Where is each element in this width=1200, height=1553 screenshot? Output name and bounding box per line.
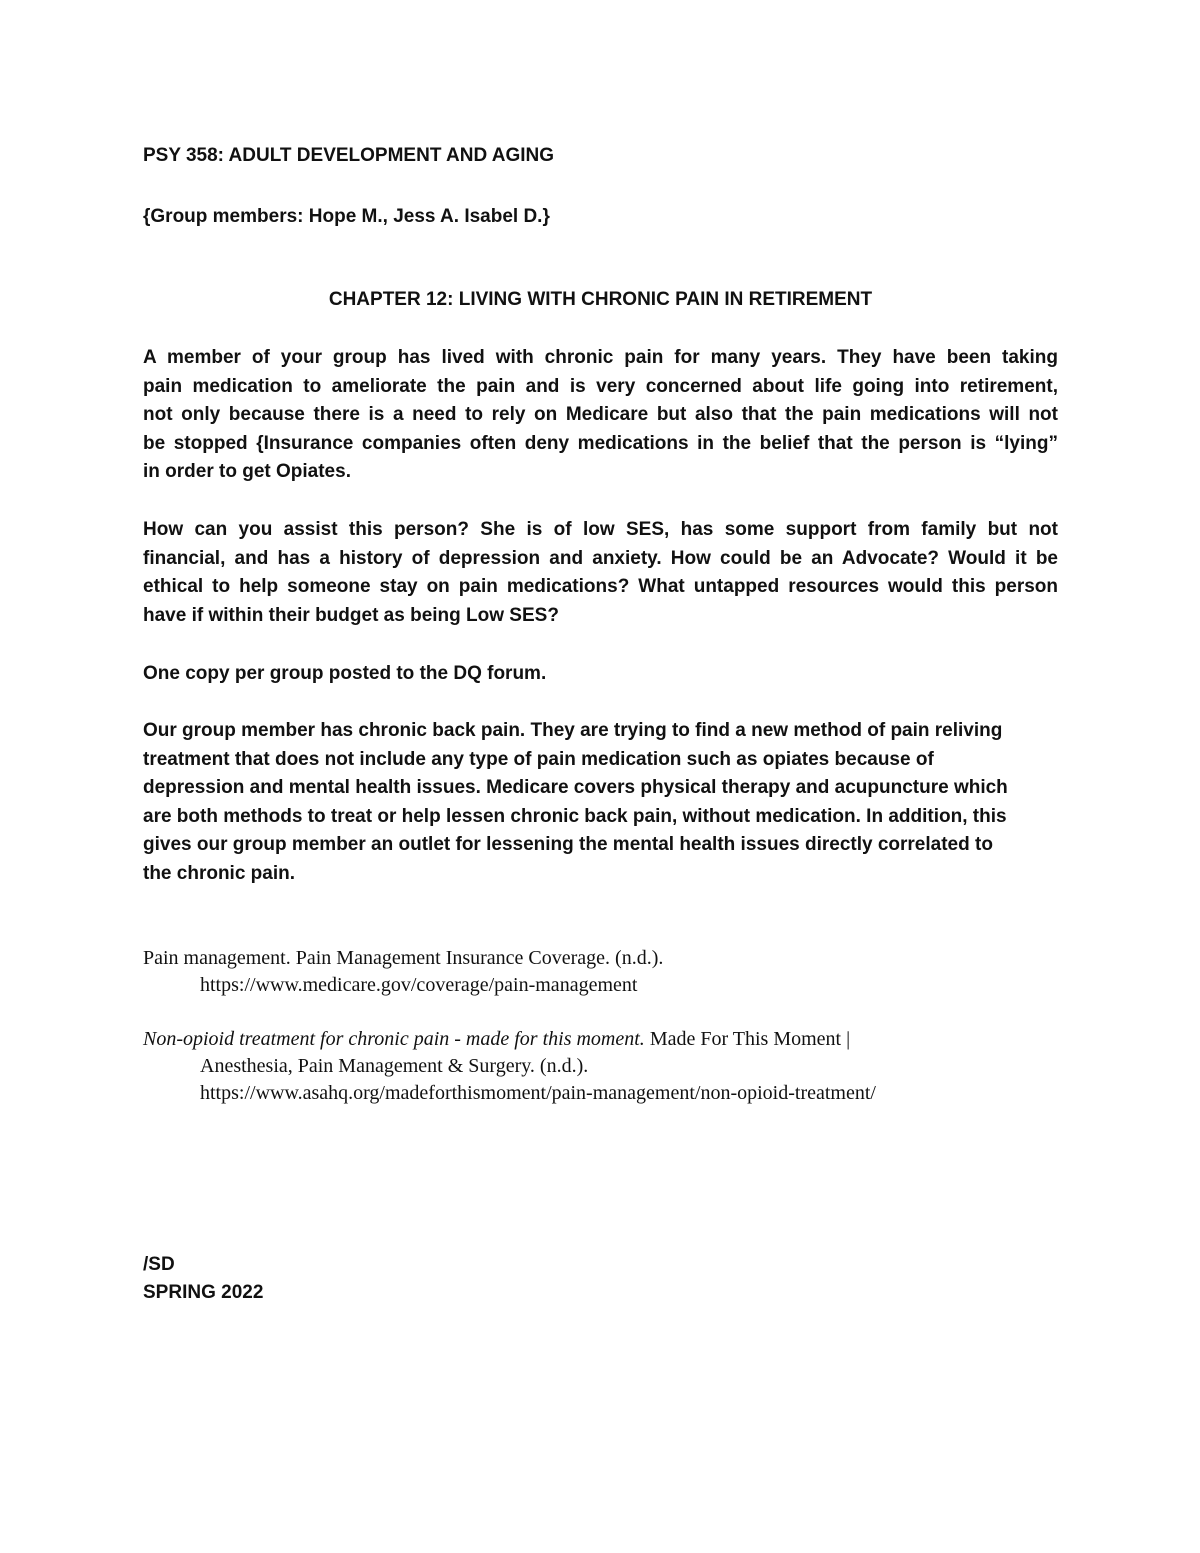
text-line: be stopped {Insurance companies often deny medications in the belief that the person is “lying” xyxy=(143,432,1058,454)
text-line: Our group member has chronic back pain. They are trying to find a new method of pain reliving xyxy=(143,720,1003,741)
text-line: How can you assist this person? She is of low SES, has some support from family but not xyxy=(143,519,1058,540)
text-line: are both methods to treat or help lessen chronic back pain, without medication. In addition, this xyxy=(143,805,1007,827)
reference-source: Made For This Moment | xyxy=(644,1028,851,1050)
posting-instruction: One copy per group posted to the DQ forum. xyxy=(143,663,547,684)
course-title: PSY 358: ADULT DEVELOPMENT AND AGING xyxy=(143,145,555,166)
reference-title: Non-opioid treatment for chronic pain - made for this moment. xyxy=(143,1028,645,1050)
text-line: have if within their budget as being Low SES? xyxy=(143,604,559,626)
text-line: A member of your group has lived with chronic pain for many years. They have been taking xyxy=(143,347,1058,368)
text-line: pain medication to ameliorate the pain and is very concerned about life going into retirement, xyxy=(143,375,1058,397)
chapter-title: CHAPTER 12: LIVING WITH CHRONIC PAIN IN RETIREMENT xyxy=(328,289,873,310)
text-line: financial, and has a history of depression and anxiety. How could be an Advocate? Would it be xyxy=(143,547,1058,569)
group-members: {Group members: Hope M., Jess A. Isabel D.} xyxy=(143,206,550,227)
reference-text: Anesthesia, Pain Management & Surgery. (n.d.). xyxy=(200,1055,589,1077)
reference-line-1 xyxy=(143,1026,876,1053)
text-line: the chronic pain. xyxy=(143,862,296,884)
prompt-paragraph-2 xyxy=(143,516,1058,630)
text-line: treatment that does not include any type of pain medication such as opiates because of xyxy=(143,748,934,770)
reference-1 xyxy=(143,945,663,999)
text-line: not only because there is a need to rely on Medicare but also that the pain medications will not xyxy=(143,404,1058,426)
reference-url: https://www.asahq.org/madeforthismoment/pain-management/non-opioid-treatment/ xyxy=(200,1082,876,1104)
reference-text: Pain management. Pain Management Insurance Coverage. (n.d.). xyxy=(143,947,664,969)
text-line: depression and mental health issues. Medicare covers physical therapy and acupuncture which xyxy=(143,777,1008,799)
text-line: gives our group member an outlet for lessening the mental health issues directly correlated to xyxy=(143,834,993,856)
text-line: in order to get Opiates. xyxy=(143,461,351,483)
text-line: ethical to help someone stay on pain medications? What untapped resources would this person xyxy=(143,576,1058,598)
reference-url: https://www.medicare.gov/coverage/pain-management xyxy=(200,974,638,996)
reference-2 xyxy=(143,1026,876,1107)
prompt-paragraph-1 xyxy=(143,344,1058,487)
response-paragraph xyxy=(143,717,1058,889)
author-initials: /SD xyxy=(143,1254,175,1275)
term-label: SPRING 2022 xyxy=(143,1282,264,1303)
